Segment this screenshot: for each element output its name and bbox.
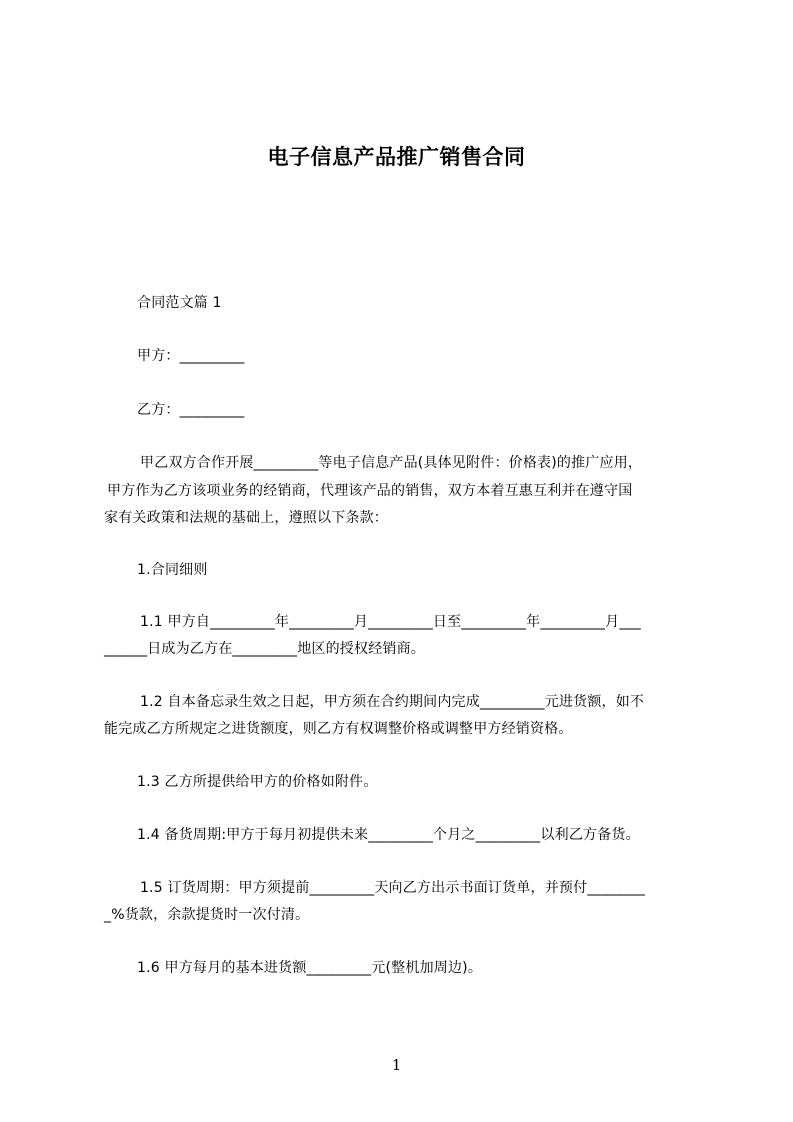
party-b-line: 乙方：_________ xyxy=(137,402,245,418)
party-a-line: 甲方：_________ xyxy=(137,348,245,364)
clause-1-3: 1.3 乙方所提供给甲方的价格如附件。 xyxy=(137,774,378,790)
clause-1-1-line-2: ______日成为乙方在_________地区的授权经销商。 xyxy=(104,641,425,657)
clause-1-5-line-1: 1.5 订货周期：甲方须提前_________天向乙方出示书面订货单，并预付________ xyxy=(140,880,645,896)
clause-1-2-line-2: 能完成乙方所规定之进货额度，则乙方有权调整价格或调整甲方经销资格。 xyxy=(104,721,573,737)
clause-1-6: 1.6 甲方每月的基本进货额_________元(整机加周边)。 xyxy=(137,960,483,976)
intro-line-1: 甲乙双方合作开展_________等电子信息产品(具体见附件：价格表)的推广应用， xyxy=(140,455,643,471)
clause-1-5-line-2: _%货款，余款提货时一次付清。 xyxy=(104,907,310,923)
document-title: 电子信息产品推广销售合同 xyxy=(267,145,526,169)
section-heading: 合同范文篇 1 xyxy=(137,295,222,311)
clause-1-heading: 1.合同细则 xyxy=(137,562,208,578)
clause-1-2-line-1: 1.2 自本备忘录生效之日起，甲方须在合约期间内完成_________元进货额，如不 xyxy=(140,694,645,710)
clause-1-4: 1.4 备货周期:甲方于每月初提供未来_________个月之_________以利乙方备货。 xyxy=(137,827,640,843)
page-number: 1 xyxy=(391,1056,402,1074)
intro-line-3: 家有关政策和法规的基础上，遵照以下条款： xyxy=(104,510,388,526)
clause-1-1-line-1: 1.1 甲方自_________年_________月_________日至_________年_________月___ xyxy=(140,614,641,630)
intro-line-2: 甲方作为乙方该项业务的经销商，代理该产品的销售，双方本着互惠互利并在遵守国 xyxy=(107,483,633,499)
